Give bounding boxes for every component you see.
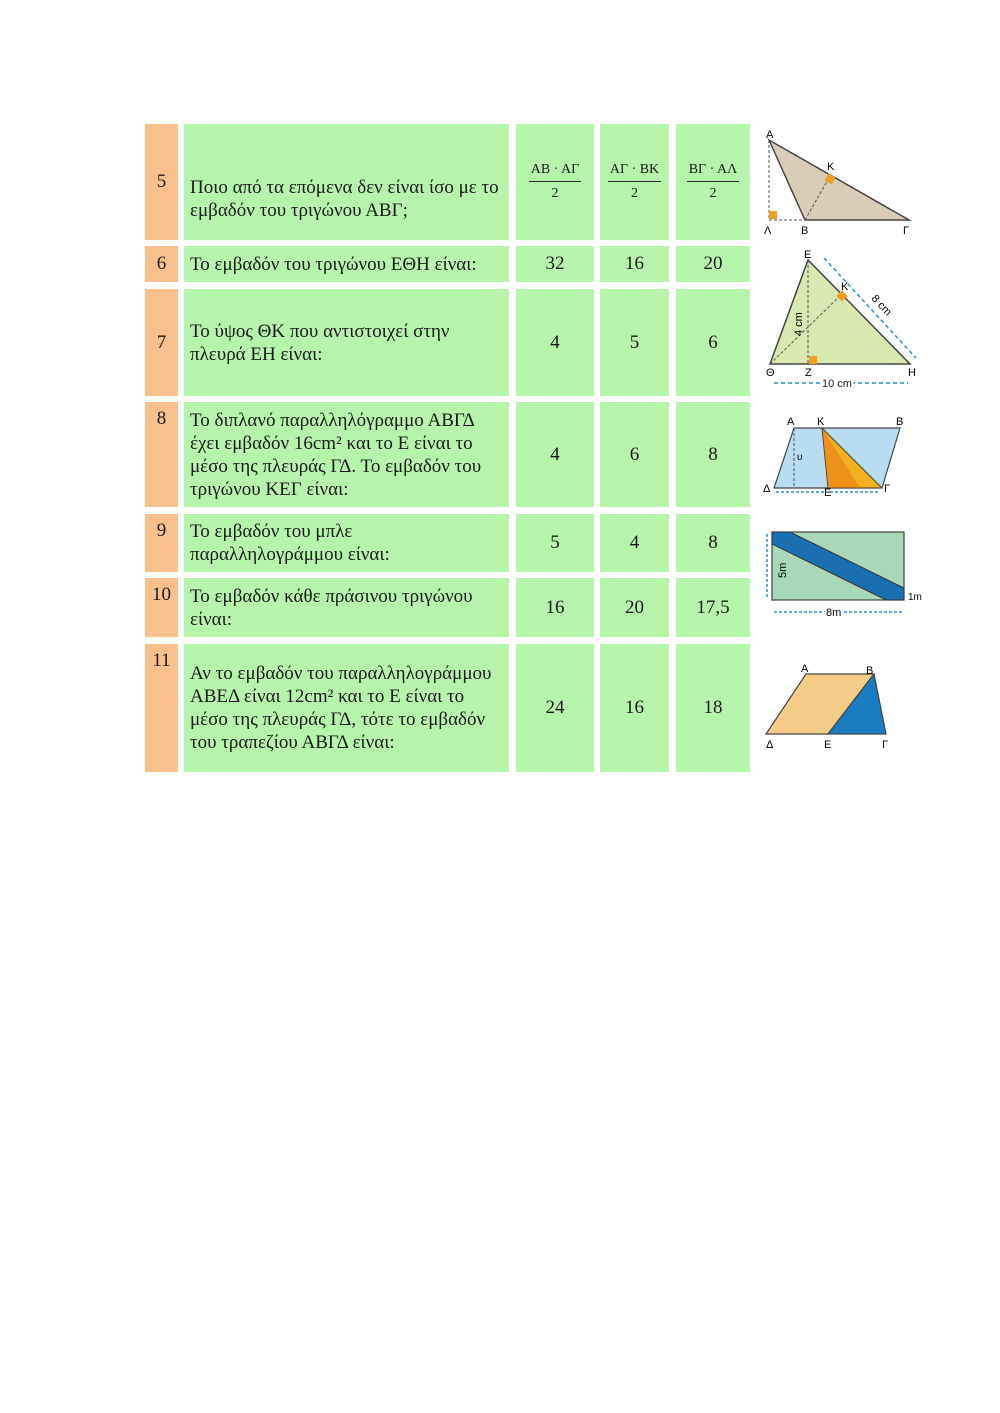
fraction-denominator: 2 — [630, 186, 638, 201]
vertex-label: Β — [896, 416, 904, 428]
height-label: υ — [797, 452, 803, 463]
figure-triangle-abg — [760, 124, 920, 240]
right-angle-mark — [809, 356, 817, 364]
answer-option-c[interactable]: 20 — [676, 246, 750, 282]
question-number: 5 — [145, 124, 178, 240]
vertex-label: Ε — [804, 250, 812, 261]
vertex-label: Ε — [824, 487, 832, 499]
question-number: 10 — [145, 578, 178, 637]
vertex-label: Δ — [763, 483, 771, 495]
answer-option-c[interactable]: 17,5 — [676, 578, 750, 637]
answer-option-b[interactable]: 5 — [600, 289, 669, 396]
answer-option-a[interactable]: 4 — [516, 402, 594, 507]
question-row-8 — [145, 402, 750, 507]
base-length-label: 10 cm — [822, 378, 852, 390]
answer-option-c[interactable]: 6 — [676, 289, 750, 396]
question-text: Ποιο από τα επόμενα δεν είναι ίσο με το εμβαδόν του τριγώνου ΑΒΓ; — [184, 124, 509, 240]
answer-option-b[interactable]: 16 — [600, 644, 669, 772]
question-row-10 — [145, 578, 750, 637]
vertex-label: Α — [787, 416, 795, 428]
vertex-label: Η — [908, 367, 916, 379]
answer-option-a[interactable]: 5 — [516, 514, 594, 572]
fraction — [608, 162, 661, 202]
question-row-9 — [145, 514, 750, 572]
vertex-label: Γ — [903, 225, 910, 237]
gap-label: 1m — [908, 592, 922, 603]
question-row-7 — [145, 289, 750, 396]
figure-triangle-eth — [760, 250, 925, 395]
fraction-denominator: 2 — [551, 186, 559, 201]
figure-trapezoid-abgd — [760, 660, 910, 755]
answer-option-b[interactable]: 16 — [600, 246, 669, 282]
vertex-label: Α — [766, 129, 774, 141]
side-length-label: 8 cm — [868, 292, 894, 319]
vertex-label: Λ — [764, 225, 772, 237]
answer-option-a[interactable]: 32 — [516, 246, 594, 282]
answer-option-a[interactable]: 16 — [516, 578, 594, 637]
fraction-numerator: ΒΓ · ΑΛ — [687, 162, 740, 182]
figure-rectangle-blue-strip — [760, 526, 925, 621]
question-text: Το εμβαδόν του τριγώνου ΕΘΗ είναι: — [184, 246, 509, 282]
question-text: Το ύψος ΘΚ που αντιστοιχεί στην πλευρά ΕΗ είναι: — [184, 289, 509, 396]
answer-option-b[interactable] — [600, 124, 669, 240]
vertex-label: Γ — [884, 483, 891, 495]
answer-option-c[interactable]: 8 — [676, 402, 750, 507]
fraction-numerator: ΑΓ · ΒΚ — [608, 162, 661, 182]
answer-option-b[interactable]: 4 — [600, 514, 669, 572]
question-row-6 — [145, 246, 750, 282]
vertex-label: Ζ — [805, 367, 812, 379]
answer-option-b[interactable]: 6 — [600, 402, 669, 507]
answer-option-b[interactable]: 20 — [600, 578, 669, 637]
question-text: Το εμβαδόν του μπλε παραλληλογράμμου είναι: — [184, 514, 509, 572]
width-label: 8m — [826, 607, 842, 619]
vertex-label: Ε — [824, 739, 832, 751]
question-number: 7 — [145, 289, 178, 396]
vertex-label: Β — [801, 225, 809, 237]
vertex-label: Κ — [817, 416, 825, 428]
triangle-shape — [769, 140, 909, 220]
question-row-11 — [145, 644, 750, 772]
question-text: Το διπλανό παραλληλόγραμμο ΑΒΓΔ έχει εμβαδόν 16cm² και το Ε είναι το μέσο της πλευράς ΓΔ. Το εμβαδόν του τριγώνου ΚΕΓ είναι: — [184, 402, 509, 507]
height-label: 4 cm — [793, 312, 805, 336]
vertex-label: Κ — [827, 161, 835, 173]
vertex-label: Κ — [841, 281, 849, 293]
question-number: 8 — [145, 402, 178, 507]
fraction — [687, 162, 740, 202]
figure-parallelogram-abgd — [760, 410, 920, 500]
vertex-label: Α — [801, 663, 809, 675]
answer-option-a[interactable]: 24 — [516, 644, 594, 772]
question-number: 6 — [145, 246, 178, 282]
answer-option-c[interactable]: 18 — [676, 644, 750, 772]
answer-option-a[interactable] — [516, 124, 594, 240]
fraction-numerator: ΑΒ · ΑΓ — [529, 162, 582, 182]
fraction-denominator: 2 — [709, 186, 717, 201]
question-number: 9 — [145, 514, 178, 572]
question-row-5 — [145, 124, 750, 240]
question-text: Αν το εμβαδόν του παραλληλογράμμου ΑΒΕΔ είναι 12cm² και το Ε είναι το μέσο της πλευράς ΓΔ, τότε το εμβαδόν του τραπεζίου ΑΒΓΔ είναι: — [184, 644, 509, 772]
fraction — [529, 162, 582, 202]
vertex-label: Θ — [766, 367, 775, 379]
height-label: 5m — [777, 562, 789, 578]
right-angle-mark — [769, 211, 777, 219]
question-text: Το εμβαδόν κάθε πράσινου τριγώνου είναι: — [184, 578, 509, 637]
vertex-label: Γ — [882, 739, 889, 751]
answer-option-c[interactable]: 8 — [676, 514, 750, 572]
vertex-label: Β — [866, 665, 874, 677]
answer-option-c[interactable] — [676, 124, 750, 240]
answer-option-a[interactable]: 4 — [516, 289, 594, 396]
question-number: 11 — [145, 644, 178, 772]
vertex-label: Δ — [766, 739, 774, 751]
